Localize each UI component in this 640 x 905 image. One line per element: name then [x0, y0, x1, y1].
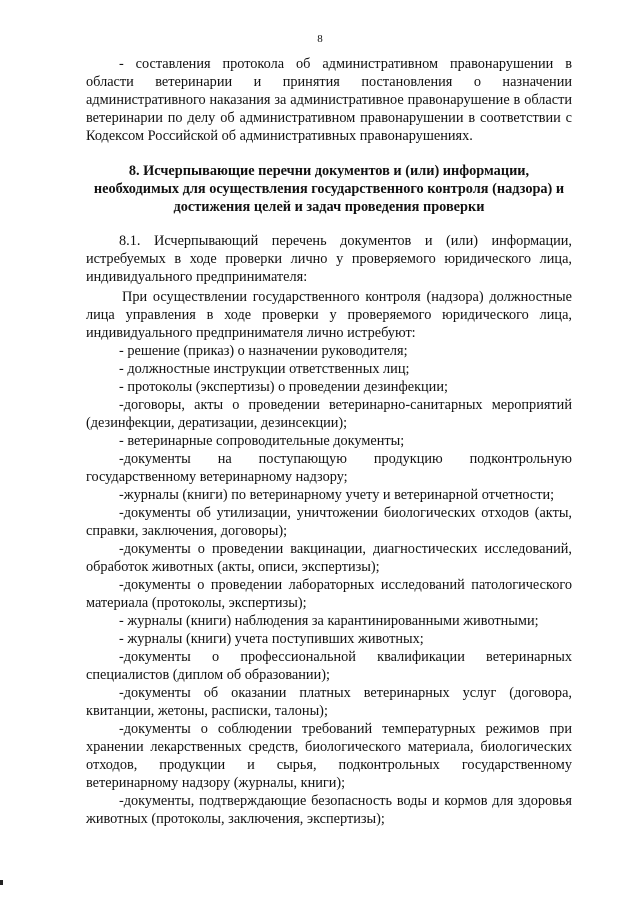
list-item: -документы о проведении вакцинации, диагностических исследований, обработок животных (акты, описи, экспертизы); [86, 541, 572, 575]
document-body [86, 55, 572, 828]
section-heading: 8. Исчерпывающие перечни документов и (или) информации, необходимых для осуществления государственного контроля (надзора) и достижения целей и задач проведения проверки [93, 163, 565, 215]
list-item: -документы о соблюдении требований температурных режимов при хранении лекарственных средств, биологического материала, биологических отходов, продукции и сырья, подконтрольных государственному ветеринарному надзору (журналы, книги); [86, 721, 572, 791]
list-item: - решение (приказ) о назначении руководителя; [119, 343, 408, 359]
list-item: -документы об утилизации, уничтожении биологических отходов (акты, справки, заключения, договоры); [86, 505, 572, 539]
subsection-title: 8.1. Исчерпывающий перечень документов и (или) информации, истребуемых в ходе проверки лично у проверяемого юридического лица, индивидуального предпринимателя: [86, 233, 572, 285]
list-item: -документы о профессиональной квалификации ветеринарных специалистов (диплом об образовании); [86, 649, 572, 683]
page-number: 8 [317, 33, 323, 45]
list-item: -документы на поступающую продукцию подконтрольную государственному ветеринарному надзору; [86, 451, 572, 485]
list-item: -договоры, акты о проведении ветеринарно-санитарных мероприятий (дезинфекции, дератизации, дезинсекции); [86, 397, 572, 431]
list-item: -журналы (книги) по ветеринарному учету и ветеринарной отчетности; [119, 487, 555, 503]
lead-paragraph: При осуществлении государственного контроля (надзора) должностные лица управления в ходе проверки у проверяемого юридического лица, индивидуального предпринимателя лично истребуют: [86, 289, 572, 341]
list-item: -документы об оказании платных ветеринарных услуг (договора, квитанции, жетоны, расписки, талоны); [86, 685, 572, 719]
intro-paragraph: - составления протокола об административном правонарушении в области ветеринарии и принятия постановления о назначении административного наказания за административное правонарушение в области ветеринарии по делу об административном правонарушении в соответствии с Кодексом Российской об административных правонарушениях. [86, 56, 572, 144]
scan-edge-mark [0, 880, 3, 885]
list-item: - ветеринарные сопроводительные документы; [119, 433, 405, 449]
list-item: - журналы (книги) наблюдения за карантинированными животными; [119, 613, 539, 629]
list-item: -документы, подтверждающие безопасность воды и кормов для здоровья животных (протоколы, заключения, экспертизы); [86, 793, 572, 827]
list-item: -документы о проведении лабораторных исследований патологического материала (протоколы, экспертизы); [86, 577, 572, 611]
list-item: - журналы (книги) учета поступивших животных; [119, 631, 424, 647]
document-list [86, 342, 572, 828]
list-item: - протоколы (экспертизы) о проведении дезинфекции; [119, 379, 448, 395]
list-item: - должностные инструкции ответственных лиц; [119, 361, 410, 377]
